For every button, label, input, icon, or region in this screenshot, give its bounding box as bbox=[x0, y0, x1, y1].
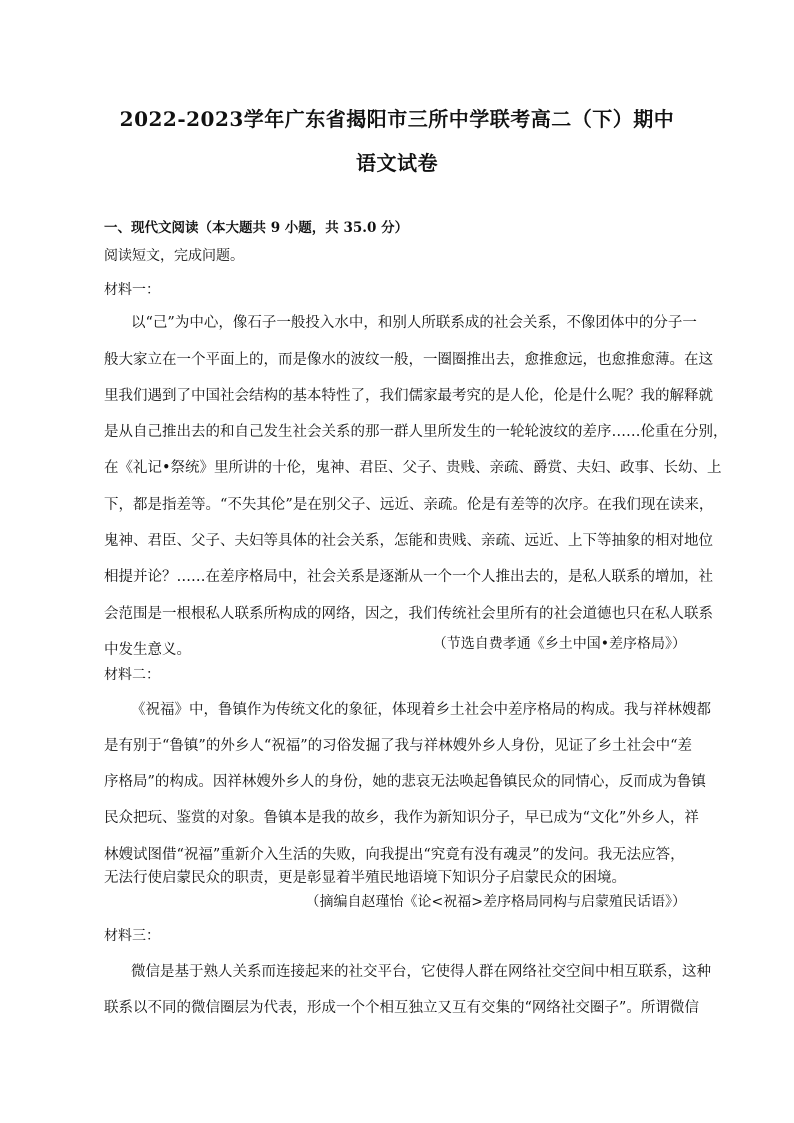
material1-line: 以“己”为中心，像石子一般投入水中，和别人所联系成的社会关系，不像团体中的分子一 bbox=[131, 315, 697, 331]
exam-title-line2: 语文试卷 bbox=[356, 151, 438, 175]
material1-line: 般大家立在一个平面上的，而是像水的波纹一般，一圈圈推出去，愈推愈远，也愈推愈薄。在这 bbox=[104, 352, 713, 368]
material1-line: 下，都是指差等。“不失其伦”是在别父子、远近、亲疏。伦是有差等的次序。在我们现在读来， bbox=[104, 497, 714, 513]
material1-line: 是从自己推出去的和自己发生社会关系的那一群人里所发生的一轮轮波纹的差序……伦重在分别， bbox=[104, 424, 728, 440]
material3-line: 微信是基于熟人关系而连接起来的社交平台，它使得人群在网络社交空间中相互联系，这种 bbox=[131, 964, 711, 980]
material3-label: 材料三： bbox=[104, 928, 160, 944]
material2-line: 林嫂试图借“祝福”重新介入生活的失败，向我提出“究竟有没有魂灵”的发问。我无法应答， bbox=[104, 847, 685, 863]
material1-line: 鬼神、君臣、父子、夫妇等具体的社会关系，怎能和贵贱、亲疏、远近、上下等抽象的相对地位 bbox=[104, 533, 713, 549]
instruction-text: 阅读短文，完成问题。 bbox=[104, 248, 244, 264]
material1-source: （节选自费孝通《乡土中国•差序格局》） bbox=[432, 636, 686, 652]
material2-line: 无法行使启蒙民众的职责，更是彰显着半殖民地语境下知识分子启蒙民众的困境。 bbox=[104, 870, 626, 886]
section-header: 一、现代文阅读（本大题共 9 小题，共 35.0 分） bbox=[104, 220, 409, 236]
material1-line: 中发生意义。 bbox=[104, 642, 191, 658]
material1-line: 在《礼记•祭统》里所讲的十伦，鬼神、君臣、父子、贵贱、亲疏、爵赏、夫妇、政事、长幼、上 bbox=[104, 460, 722, 476]
material2-line: 《祝福》中，鲁镇作为传统文化的象征，体现着乡土社会中差序格局的构成。我与祥林嫂都 bbox=[131, 702, 711, 718]
material3-line: 联系以不同的微信圈层为代表，形成一个个相互独立又互有交集的“网络社交圈子”。所谓微信 bbox=[104, 1000, 699, 1016]
material2-source: （摘编自赵瑾怡《论<祝福>差序格局同构与启蒙殖民话语》） bbox=[305, 894, 686, 910]
material1-line: 相提并论？……在差序格局中，社会关系是逐渐从一个一个人推出去的，是私人联系的增加，社 bbox=[104, 569, 713, 585]
material1-line: 会范围是一根根私人联系所构成的网络，因之，我们传统社会里所有的社会道德也只在私人联系 bbox=[104, 606, 713, 622]
material1-label: 材料一： bbox=[104, 282, 160, 298]
material2-line: 是有别于“鲁镇”的外乡人“祝福”的习俗发掘了我与祥林嫂外乡人身份，见证了乡土社会中“差 bbox=[104, 738, 693, 754]
material2-line: 序格局”的构成。因祥林嫂外乡人的身份，她的悲哀无法唤起鲁镇民众的同情心，反而成为鲁镇 bbox=[104, 774, 706, 790]
material2-label: 材料二： bbox=[104, 667, 160, 683]
exam-title-line1: 2022-2023学年广东省揭阳市三所中学联考高二（下）期中 bbox=[119, 107, 675, 131]
material1-line: 里我们遇到了中国社会结构的基本特性了，我们儒家最考究的是人伦，伦是什么呢？我的解释就 bbox=[104, 388, 713, 404]
material2-line: 民众把玩、鉴赏的对象。鲁镇本是我的故乡，我作为新知识分子，早已成为“文化”外乡人，祥 bbox=[104, 810, 699, 826]
